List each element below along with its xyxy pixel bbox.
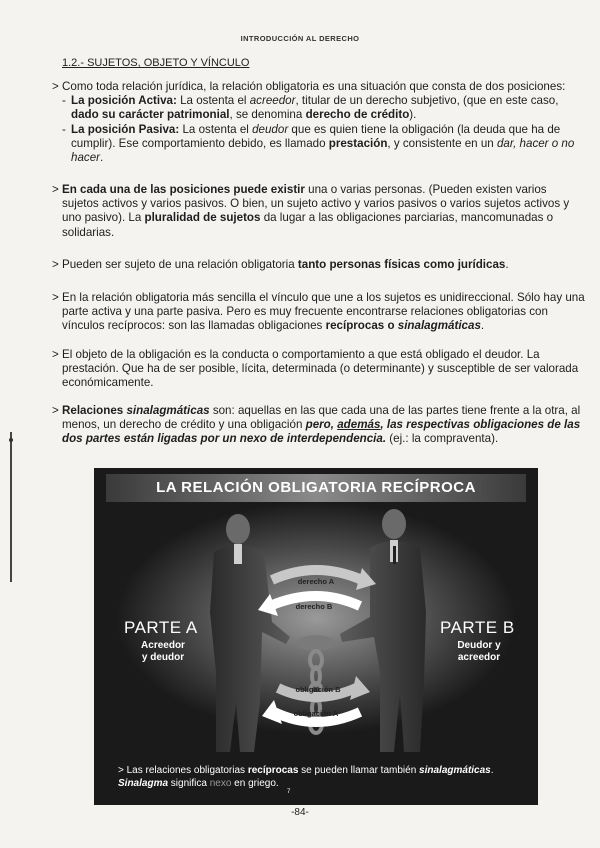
arrow-label-obligacion-a: obligación A xyxy=(293,709,339,718)
subitem-passive: - La posición Pasiva: La ostenta el deudor que es quien tiene la obligación (la deuda que ha de cumplir). Ese comportamiento debido, es llamado prestación, y consistente en un dar, hacer o no hacer. xyxy=(62,122,575,165)
running-header: INTRODUCCIÓN AL DERECHO xyxy=(240,34,360,43)
bullet-arrow: > xyxy=(52,80,59,93)
section-title: 1.2.- SUJETOS, OBJETO Y VÍNCULO xyxy=(62,57,250,69)
bullet-arrow: > xyxy=(52,183,59,196)
page-number: -84- xyxy=(291,807,309,818)
bullet-arrow: > xyxy=(52,258,59,271)
bullet-arrow: > xyxy=(52,291,59,304)
paragraph-synallagmatic: > Relaciones sinalagmáticas son: aquellas en las que cada una de las partes tiene frente a la otra, al menos, un derecho de crédito y una obligación pero, además, las respectivas obligaciones de las dos partes están ligadas por un nexo de interdependencia. (ej.: la compraventa). xyxy=(52,404,581,446)
party-b-role: Deudor y acreedor xyxy=(457,640,501,663)
margin-dot xyxy=(9,438,13,442)
reciprocal-relation-figure xyxy=(94,468,538,805)
paragraph-plurality: > En cada una de las posiciones puede existir una o varias personas. (Pueden existen varios sujetos activos y varios pasivos. O bien, un sujeto activo y varios pasivos o varios sujetos activos y uno pasivo). La pluralidad de sujetos da lugar a las obligaciones parciarias, mancomunadas o solidarias. xyxy=(52,183,570,239)
arrow-label-derecho-a: derecho A xyxy=(297,577,335,586)
figure-title: LA RELACIÓN OBLIGATORIA RECÍPROCA xyxy=(156,479,476,496)
arrow-label-obligacion-b: obligación B xyxy=(295,685,341,694)
arrow-label-derecho-b: derecho B xyxy=(295,602,333,611)
label-active: La posición Activa: xyxy=(71,94,177,108)
label-passive: La posición Pasiva: xyxy=(71,122,180,136)
bullet-arrow: > xyxy=(52,404,59,417)
figure-small-mark: 7 xyxy=(287,789,291,795)
dash: - xyxy=(62,122,66,136)
figure-caption: > Las relaciones obligatorias recíprocas se pueden llamar también sinalagmáticas. Sinalagma significa nexo en griego. xyxy=(118,765,494,789)
margin-mark xyxy=(10,432,12,582)
bullet-arrow: > xyxy=(52,348,59,361)
party-b-name: PARTE B xyxy=(440,618,515,637)
paragraph-object: > El objeto de la obligación es la conducta o comportamiento a que está obligado el deudor. La prestación. Que ha de ser posible, lícita, determinada (o determinante) y susceptible de ser valorada económicamente. xyxy=(52,348,579,390)
figure-title-bar xyxy=(106,474,526,502)
paragraph-intro: Como toda relación jurídica, la relación obligatoria es una situación que consta de dos posiciones: xyxy=(62,80,566,93)
subitem-active: - La posición Activa: La ostenta el acreedor, titular de un derecho subjetivo, (que en este caso, dado su carácter patrimonial, se denomina derecho de crédito). xyxy=(62,94,559,122)
paragraph-persons: > Pueden ser sujeto de una relación obligatoria tanto personas físicas como jurídicas. xyxy=(52,258,509,271)
paragraph-link: > En la relación obligatoria más sencilla el vínculo que une a los sujetos es unidireccional. Sólo hay una parte activa y una parte pasiva. Pero es muy frecuente encontrarse relaciones obligatorias con vínculos recíprocos: son las llamadas obligaciones recíprocas o sinalagmáticas. xyxy=(52,291,585,333)
dash: - xyxy=(62,94,66,108)
party-a-role: Acreedor y deudor xyxy=(141,640,185,663)
party-a-name: PARTE A xyxy=(124,618,198,637)
handshake xyxy=(296,635,336,651)
paragraph-positions xyxy=(52,80,586,165)
